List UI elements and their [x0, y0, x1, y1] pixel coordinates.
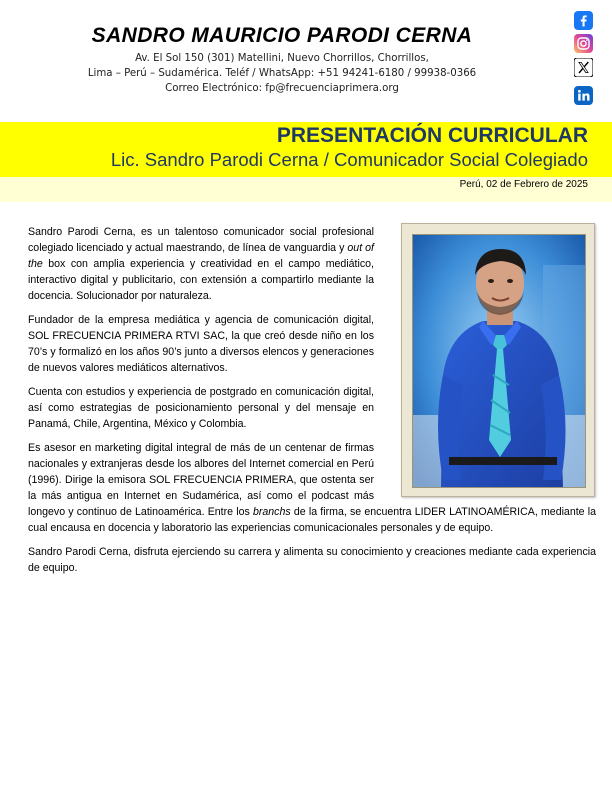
paragraph-5: Sandro Parodi Cerna, disfruta ejerciendo su carrera y alimenta su conocimiento y creaciones mediante cada experiencia de equipo.	[28, 546, 596, 575]
document-title: PRESENTACIÓN CURRICULAR	[276, 124, 588, 147]
paragraph-2: Fundador de la empresa mediática y agencia de comunicación digital, SOL FRECUENCIA PRIMERA RTVI SAC, la que creó desde niño en los 70’s y formalizó en los años 90’s junto a diversos elencos y generaciones de nuevos valores mediáticos alternativos.	[28, 314, 374, 374]
address-line-1: Av. El Sol 150 (301) Matellini, Nuevo Chorrillos, Chorrillos,	[135, 53, 429, 64]
paragraph-1: Sandro Parodi Cerna, es un talentoso comunicador social profesional colegiado licenciado y actual maestrando, de línea de vanguardia y out of the box con amplia experiencia y creatividad en el campo mediático, interactivo digital y publicitario, con extensión a compartirlo mediante la docencia. Solucionador por naturaleza.	[28, 226, 374, 302]
author-name: SANDRO MAURICIO PARODI CERNA	[91, 24, 473, 47]
document-date: Perú, 02 de Febrero de 2025	[459, 179, 588, 190]
address-line-2: Lima – Perú – Sudamérica. Teléf / WhatsApp: +51 94241-6180 / 99938-0366	[87, 68, 477, 79]
linkedin-icon[interactable]	[574, 86, 593, 105]
facebook-icon[interactable]	[574, 11, 593, 30]
instagram-icon[interactable]	[574, 34, 593, 53]
paragraph-4: Es asesor en marketing digital integral de más de un centenar de firmas nacionales y extranjeras desde los albores del Internet comercial en Perú (1996). Dirige la emisora SOL FRECUENCIA PRIMERA, que ostenta ser la más antigua en Internet en Sudamérica, así como el podcast más longevo y continuo de Latinoamérica. Entre los branchs de la firma, se encuentra LIDER LATINOAMÉRICA, mediante la cual encausa en docencia y laboratorio las experiencias comunicacionales personales y de equipo.	[28, 442, 596, 534]
biography-text	[28, 225, 596, 586]
email-line: Correo Electrónico: fp@frecuenciaprimera.org	[165, 83, 399, 94]
x-icon[interactable]	[574, 58, 593, 77]
paragraph-3: Cuenta con estudios y experiencia de postgrado en comunicación digital, así como estrategias de posicionamiento personal y del mensaje en Panamá, Chile, Argentina, México y Colombia.	[28, 386, 374, 430]
document-subtitle: Lic. Sandro Parodi Cerna / Comunicador Social Colegiado	[110, 149, 588, 170]
photo-spacer	[374, 225, 596, 505]
